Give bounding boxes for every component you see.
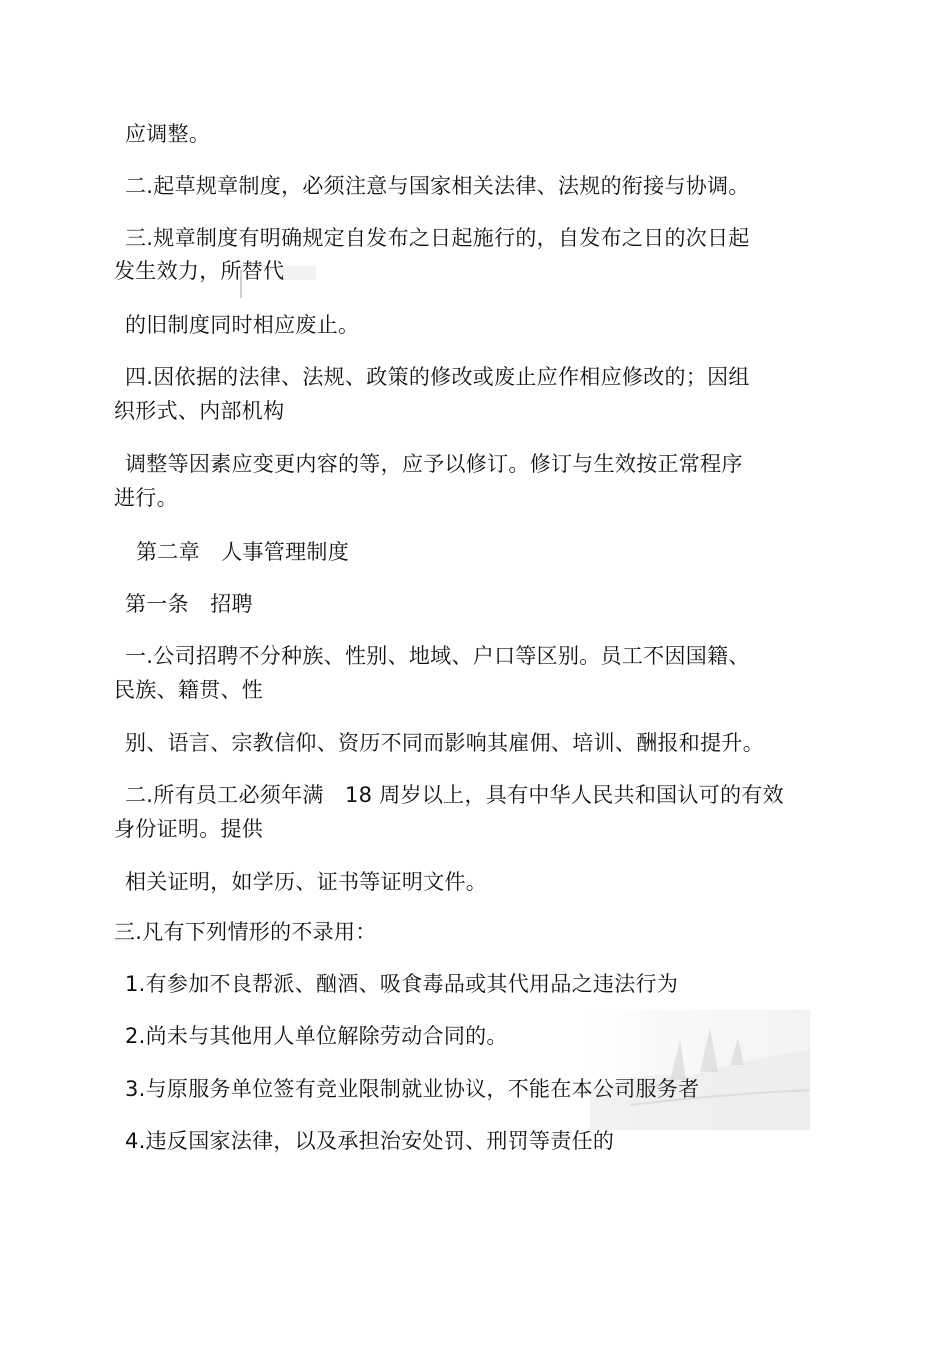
list-item: 4.违反国家法律，以及承担治安处罚、刑罚等责任的: [125, 1129, 615, 1153]
list-item: 3.与原服务单位签有竞业限制就业协议，不能在本公司服务者: [125, 1077, 700, 1101]
text-line: 织形式、内部机构: [114, 399, 285, 423]
article-heading: 第一条 招聘: [125, 592, 253, 616]
text-line: 发生效力，所替代: [114, 259, 285, 283]
text-line: 应调整。: [125, 122, 211, 146]
text-line: 四.因依据的法律、法规、政策的修改或废止应作相应修改的；因组: [125, 365, 750, 389]
text-line: 三.凡有下列情形的不录用：: [114, 920, 377, 944]
text-line: 三.规章制度有明确规定自发布之日起施行的，自发布之日的次日起: [125, 226, 750, 250]
chapter-heading: 第二章 人事管理制度: [136, 540, 349, 564]
landscape-watermark: [570, 1010, 810, 1130]
list-item: 1.有参加不良帮派、酗酒、吸食毒品或其代用品之违法行为: [125, 972, 679, 996]
text-line: 别、语言、宗教信仰、资历不同而影响其雇佣、培训、酬报和提升。: [125, 731, 764, 755]
text-line: 二.所有员工必须年满 18 周岁以上，具有中华人民共和国认可的有效: [125, 783, 784, 807]
text-line: 相关证明，如学历、证书等证明文件。: [125, 870, 488, 894]
text-line: 身份证明。提供: [114, 817, 264, 841]
text-line: 调整等因素应变更内容的等，应予以修订。修订与生效按正常程序: [125, 452, 743, 476]
text-line: 的旧制度同时相应废止。: [125, 313, 360, 337]
text-line: 进行。: [114, 486, 178, 510]
list-item: 2.尚未与其他用人单位解除劳动合同的。: [125, 1024, 508, 1048]
text-line: 一.公司招聘不分种族、性别、地域、户口等区别。员工不因国籍、: [125, 644, 750, 668]
text-line: 民族、籍贯、性: [114, 678, 264, 702]
text-line: 二.起草规章制度，必须注意与国家相关法律、法规的衔接与协调。: [125, 174, 750, 198]
